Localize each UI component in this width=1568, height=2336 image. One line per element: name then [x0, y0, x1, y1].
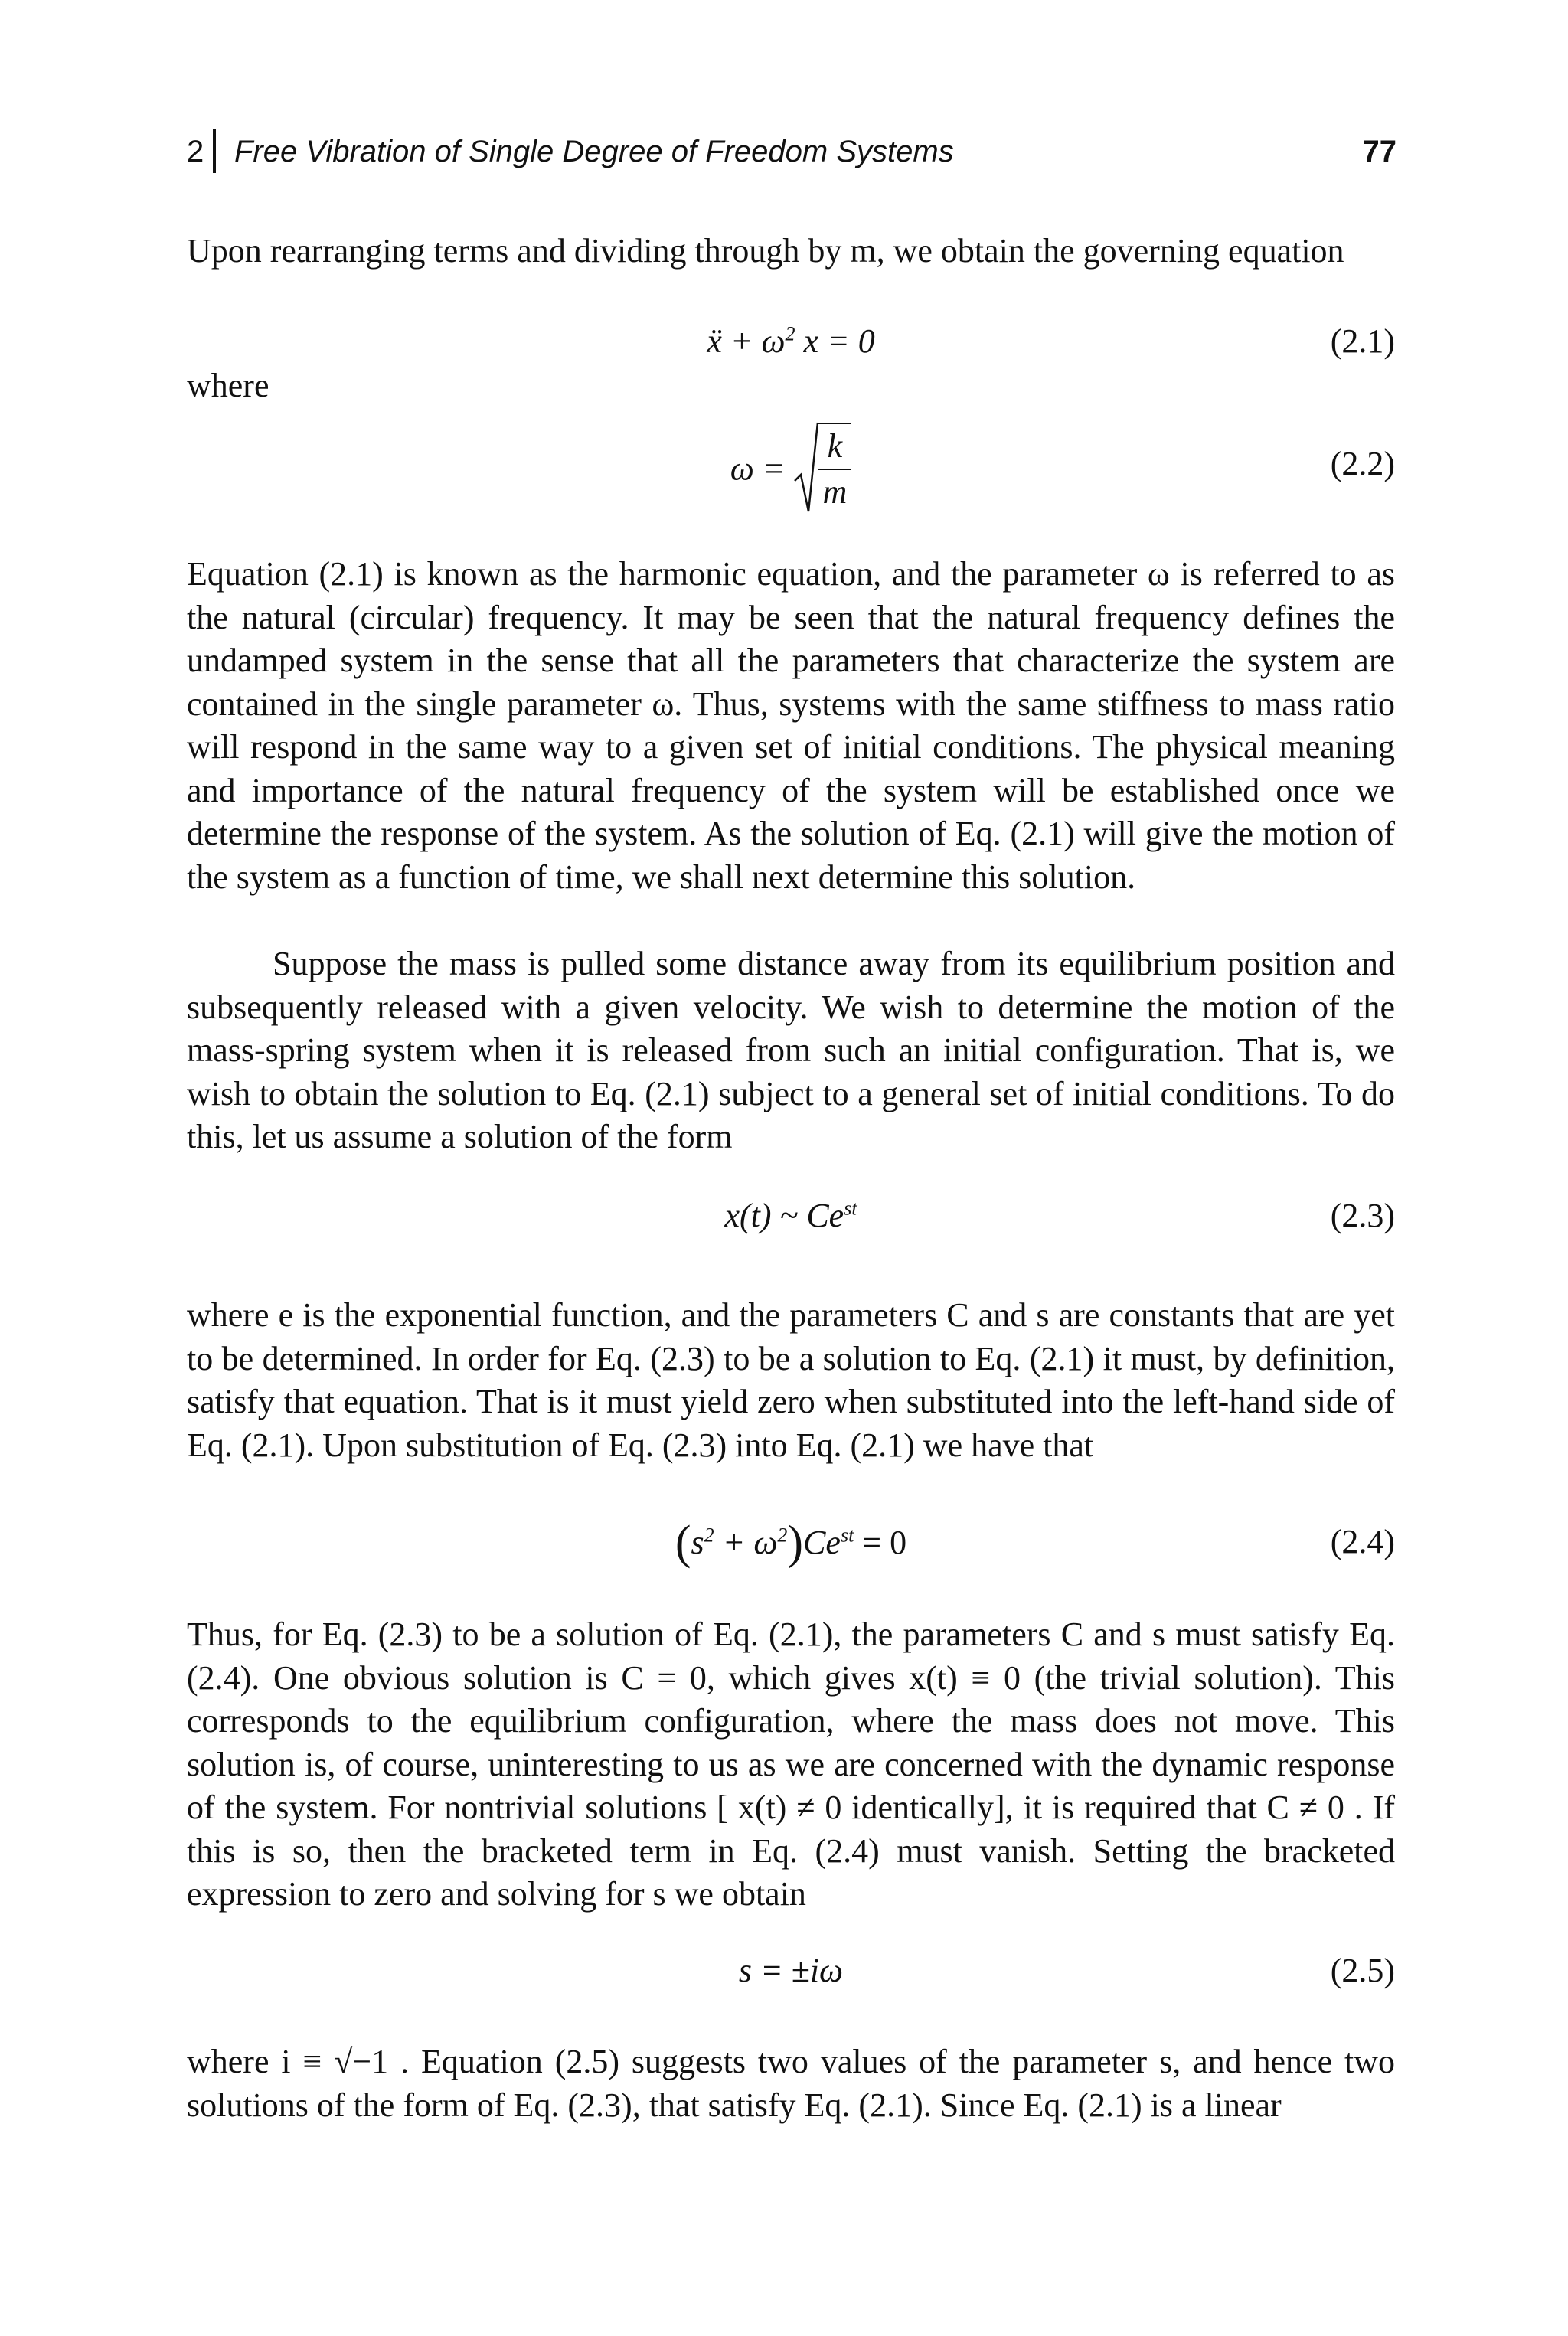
eq1-rhs: x = 0 [803, 322, 875, 360]
fraction-numerator: k [818, 424, 851, 470]
eq4-plus-omega: + ω [714, 1524, 778, 1561]
eq1-exp: 2 [785, 322, 795, 345]
running-header [187, 129, 1396, 182]
equation-2-4-label: (2.4) [1330, 1523, 1395, 1560]
eq4-open-paren: ( [675, 1517, 691, 1569]
paragraph-two-solutions-text: where i ≡ √−1 . Equation (2.5) suggests two values of the parameter s, and hence two solutions of the form of Eq. (2.3), that satisfy Eq. (2.1). Since Eq. (2.1) is a linear [187, 2043, 1395, 2124]
page-number: 77 [1362, 135, 1396, 168]
paragraph-intro-text: Upon rearranging terms and dividing through by m, we obtain the governing equation [187, 232, 1344, 270]
equation-2-3-label: (2.3) [1330, 1197, 1395, 1234]
eq4-exp: st [840, 1524, 854, 1547]
equation-2-2 [187, 421, 1395, 521]
paragraph-intro [187, 230, 1395, 273]
equation-2-1 [187, 322, 1395, 383]
header-divider [213, 129, 216, 173]
fraction-k-over-m [818, 423, 851, 515]
eq1-lhs: ẍ + ω [707, 322, 786, 360]
eq4-s: s [691, 1524, 704, 1561]
eq4-rhs: = 0 [854, 1524, 907, 1561]
equation-2-5 [187, 1951, 1395, 2012]
equation-2-5-label: (2.5) [1330, 1952, 1395, 1989]
paragraph-initial-conditions-text: Suppose the mass is pulled some distance away from its equilibrium position and subsequently released with a given velocity. We wish to determine the motion of the mass-spring system when it is released from such an initial configuration. That is, we wish to obtain the solution to Eq. (2.1) subject to a general set of initial conditions. To do this, let us assume a solution of the form [187, 945, 1395, 1155]
eq4-ce: Ce [803, 1524, 841, 1561]
eq4-close-paren: ) [787, 1517, 804, 1569]
equation-2-4-body [187, 1516, 1395, 1570]
equation-2-1-label: (2.1) [1330, 322, 1395, 360]
eq4-omega-exp: 2 [777, 1524, 788, 1547]
paragraph-exponential [187, 1294, 1395, 1467]
paragraph-initial-conditions [187, 943, 1395, 1159]
square-root [793, 421, 851, 516]
paragraph-nontrivial [187, 1613, 1395, 1916]
where-label: where [187, 367, 270, 404]
eq2-lhs: ω = [730, 449, 794, 488]
paragraph-nontrivial-text: Thus, for Eq. (2.3) to be a solution of Eq. (2.1), the parameters C and s must satisfy Eq. (2.4). One obvious solution is C = 0, which gives x(t) ≡ 0 (the trivial solution). This corresponds to the equilibrium configuration, where the mass does not move. This solution is, of course, uninteresting to us as we are concerned with the dynamic response of the system. For nontrivial solutions [ x(t) ≠ 0 identically], it is required that C ≠ 0 . If this is so, then the bracketed term in Eq. (2.4) must vanish. Setting the bracketed expression to zero and solving for s we obtain [187, 1616, 1395, 1913]
equation-2-2-body [187, 421, 1395, 516]
equation-2-4 [187, 1516, 1395, 1577]
eq3-exp: st [844, 1197, 858, 1220]
equation-2-2-label: (2.2) [1330, 445, 1395, 482]
paragraph-exponential-text: where e is the exponential function, and the parameters C and s are constants that are yet to be determined. In order for Eq. (2.3) to be a solution to Eq. (2.1) it must, by definition, satisfy that equation. That is it must yield zero when substituted into the left-hand side of Eq. (2.1). Upon substitution of Eq. (2.3) into Eq. (2.1) we have that [187, 1296, 1395, 1464]
paragraph-harmonic-text: Equation (2.1) is known as the harmonic equation, and the parameter ω is referred to as the natural (circular) frequency. It may be seen that the natural frequency defines the undamped system in the sense that all the parameters that characterize the system are contained in the single parameter ω. Thus, systems with the same stiffness to mass ratio will respond in the same way to a given set of initial conditions. The physical meaning and importance of the natural frequency of the system will be established once we determine the response of the system. As the solution of Eq. (2.1) will give the motion of the system as a function of time, we shall next determine this solution. [187, 555, 1395, 896]
paragraph-two-solutions [187, 2040, 1395, 2127]
equation-2-3-body [187, 1196, 1395, 1235]
eq4-s-exp: 2 [704, 1524, 714, 1547]
equation-2-5-body: s = ±iω [738, 1952, 844, 1989]
eq3-lhs: x(t) ~ Ce [724, 1197, 844, 1234]
chapter-number: 2 [187, 135, 204, 168]
equation-2-3 [187, 1196, 1395, 1257]
fraction-denominator: m [822, 473, 848, 511]
radical-sign-icon [793, 421, 819, 516]
paragraph-harmonic [187, 553, 1395, 899]
equation-2-1-body [187, 322, 1395, 361]
chapter-title: Free Vibration of Single Degree of Freedom Systems [234, 135, 954, 168]
